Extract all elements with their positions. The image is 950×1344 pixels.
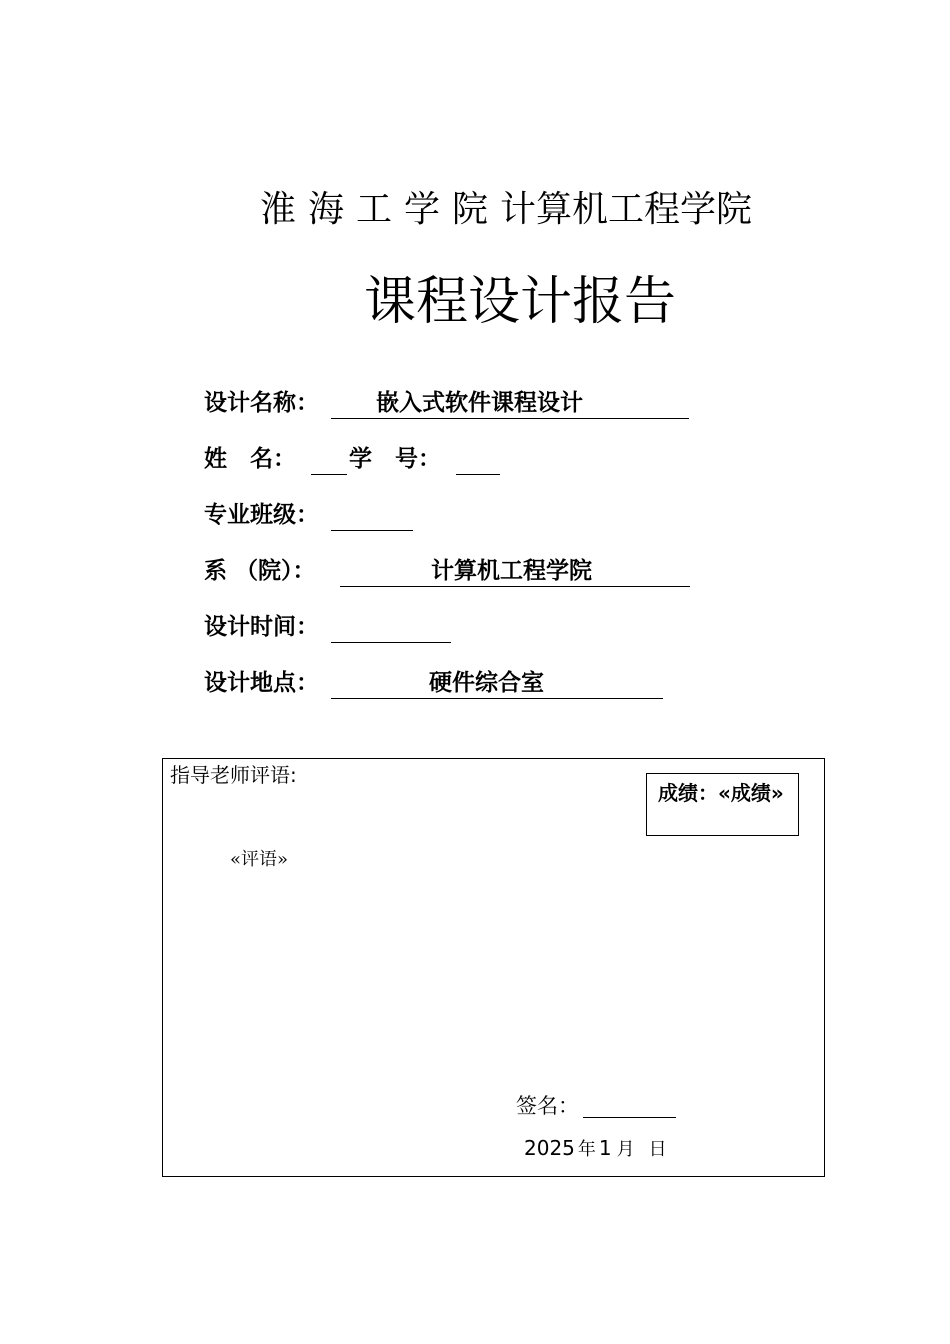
design-place-value: 硬件综合室 — [429, 670, 544, 696]
signature-underline[interactable] — [583, 1092, 676, 1118]
department-label: 系 （院）： — [204, 558, 316, 584]
date-year-char: 年 — [577, 1139, 596, 1160]
design-time-underline[interactable] — [331, 612, 451, 643]
review-date — [524, 1135, 667, 1163]
student-id-underline[interactable] — [456, 444, 500, 475]
department-underline[interactable] — [340, 556, 690, 587]
signature-label: 签名： — [516, 1094, 579, 1118]
school-name-spaced: 淮海工学院 — [259, 189, 500, 230]
department-value: 计算机工程学院 — [431, 558, 592, 584]
design-time-label: 设计时间： — [204, 614, 319, 640]
design-place-label: 设计地点： — [204, 670, 319, 696]
review-comment: «评语» — [230, 849, 289, 870]
date-year: 2025 — [524, 1136, 575, 1160]
report-title: 课程设计报告 — [363, 272, 676, 332]
design-name-value: 嵌入式软件课程设计 — [376, 390, 583, 416]
name-label: 姓 名： — [204, 446, 296, 472]
date-day-char: 日 — [648, 1139, 667, 1160]
major-class-underline[interactable] — [331, 500, 413, 531]
design-place-underline[interactable] — [331, 668, 663, 699]
review-label: 指导老师评语: — [170, 763, 297, 787]
major-class-label: 专业班级： — [204, 502, 319, 528]
college-name: 计算机工程学院 — [500, 189, 753, 230]
school-name — [0, 186, 950, 234]
name-underline[interactable] — [311, 444, 347, 475]
student-id-label: 学 号： — [349, 446, 441, 472]
grade-text: 成绩：«成绩» — [658, 781, 784, 805]
design-name-label: 设计名称： — [204, 390, 319, 416]
design-name-underline[interactable] — [331, 388, 689, 419]
date-month: 1 — [598, 1136, 612, 1160]
date-month-char: 月 — [616, 1139, 635, 1160]
